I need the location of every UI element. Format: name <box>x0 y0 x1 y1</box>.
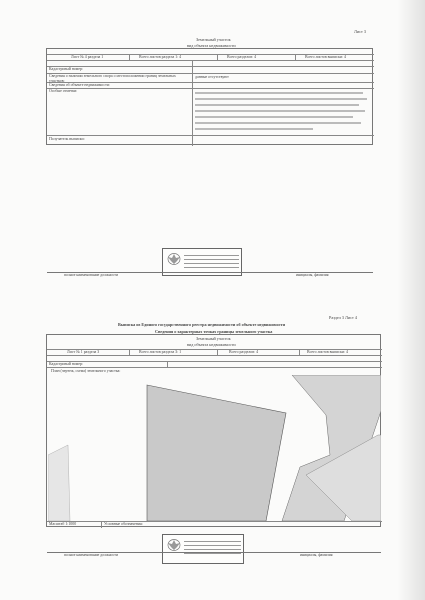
page1-object-type: Земельный участок <box>196 37 231 42</box>
eagle-emblem-icon <box>166 252 182 266</box>
page1-cadastral-label: Кадастровый номер: <box>49 67 84 71</box>
page2-signature-name: инициалы, фамилия <box>300 553 333 557</box>
plan-scale: Масштаб 1:1000 <box>49 522 77 526</box>
page2-signature-stamp <box>162 534 244 564</box>
page2-object-type-caption: вид объекта недвижимости <box>187 342 236 347</box>
page1-notes-faint-text <box>193 90 371 134</box>
neighbor-parcel-west <box>48 445 70 521</box>
parcel-polygon <box>147 385 286 521</box>
page1-sheet-label: Лист 3 <box>354 29 366 34</box>
page1-sheets-total: Всего листов выписки: 4 <box>305 55 346 59</box>
plan-legend: Условные обозначения: <box>104 522 143 526</box>
page1-table <box>46 48 373 145</box>
eagle-emblem-icon <box>166 538 182 552</box>
page2-cadastral-label: Кадастровый номер: <box>49 362 84 366</box>
page2-object-type: Земельный участок <box>196 336 231 341</box>
page2-sections-total: Всего разделов: 4 <box>229 350 259 354</box>
page1-dispute-value: данные отсутствуют <box>195 75 229 79</box>
page2-sheet-number: Лист № 1 раздела 3 <box>67 350 100 354</box>
page1-object-type-caption: вид объекта недвижимости <box>187 43 236 48</box>
page1-signature-name: инициалы, фамилия <box>296 273 329 277</box>
page2-table <box>46 334 381 527</box>
page1-object-label: Сведения об объекте недвижимости: <box>49 83 110 87</box>
page1-sheet-number: Лист № 4 раздела 1 <box>71 55 104 59</box>
page1-notes-label: Особые отметки: <box>49 89 78 93</box>
page2-subtitle: Сведения о характерных точках границы земельного участка <box>155 329 273 334</box>
page1-sections-total: Всего разделов: 4 <box>227 55 257 59</box>
parcel-plan-drawing <box>48 375 381 521</box>
page1-dispute-label: Сведения о наличии земельного спора о местоположении границ земельных участков: <box>49 74 176 83</box>
scan-shadow <box>397 0 425 600</box>
page2-signature-position: полное наименование должности <box>64 553 118 557</box>
page1-recipient-label: Получатель выписки: <box>49 137 85 141</box>
page2-section-label: Раздел 3 Лист 4 <box>329 315 357 320</box>
page2-sheets-in-section: Всего листов раздела 3: 1 <box>139 350 182 354</box>
page2-title: Выписка из Единого государственного реестра недвижимости об объекте недвижимости <box>118 322 286 327</box>
page2-plan-label: План (чертеж, схема) земельного участка: <box>51 369 121 373</box>
page1-sheets-in-section: Всего листов раздела 1: 4 <box>139 55 182 59</box>
page1-signature-position: полное наименование должности <box>64 273 118 277</box>
page2-sheets-total: Всего листов выписки: 4 <box>307 350 348 354</box>
